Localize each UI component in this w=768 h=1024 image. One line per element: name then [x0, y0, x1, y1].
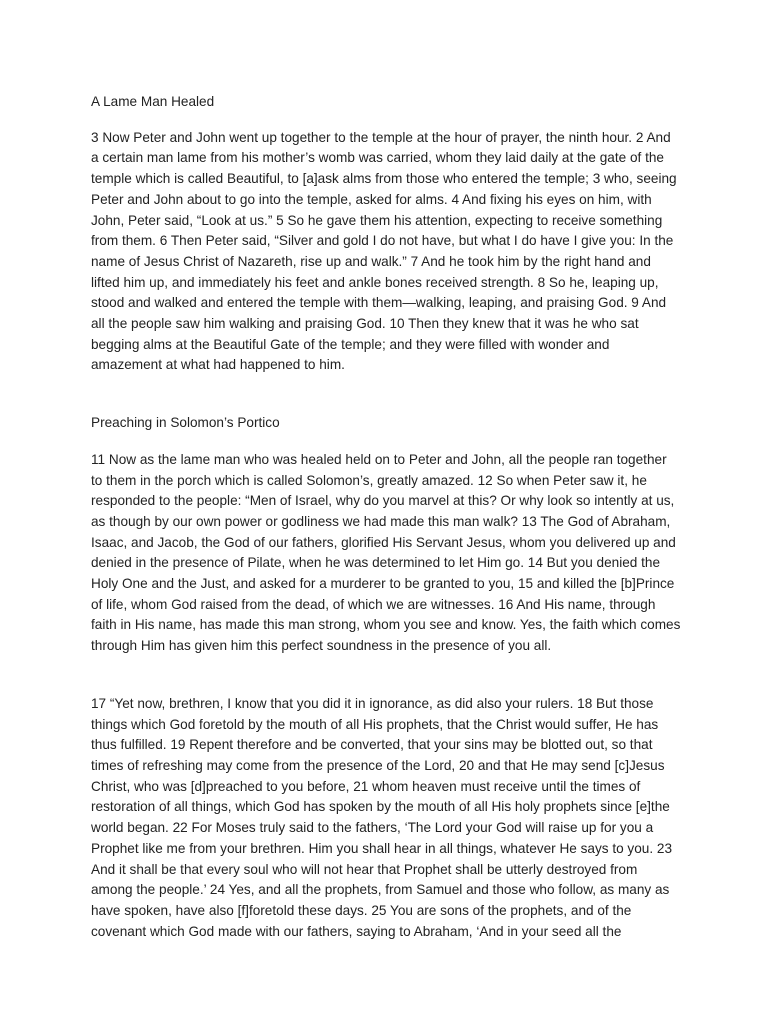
section-heading-lame-man-healed: A Lame Man Healed: [91, 94, 215, 109]
section-heading-solomons-portico: Preaching in Solomon’s Portico: [91, 415, 280, 431]
document-content: [91, 92, 681, 942]
paragraph-solomons-portico: 11 Now as the lame man who was healed held on to Peter and John, all the people ran together to them in the porch which is called Solomon’s, greatly amazed. 12 So when Peter saw it, he responded to the people: “Men of Israel, why do you marvel at this? Or why look so intently at us, as though by our own power or godliness we had made this man walk? 13 The God of Abraham, Isaac, and Jacob, the God of our fathers, glorified His Servant Jesus, whom you delivered up and denied in the presence of Pilate, when he was determined to let Him go. 14 But you denied the Holy One and the Just, and asked for a murderer to be granted to you, 15 and killed the [b]Prince of life, whom God raised from the dead, of which we are witnesses. 16 And His name, through faith in His name, has made this man strong, whom you see and know. Yes, the faith which comes through Him has given him this perfect soundness in the presence of you all.: [91, 451, 681, 654]
paragraph-repentance-call: 17 “Yet now, brethren, I know that you did it in ignorance, as did also your rulers. 18 But those things which God foretold by the mouth of all His prophets, that the Christ would suffer, He has thus fulfilled. 19 Repent therefore and be converted, that your sins may be blotted out, so that times of refreshing may come from the presence of the Lord, 20 and that He may send [c]Jesus Christ, who was [d]preached to you before, 21 whom heaven must receive until the times of restoration of all things, which God has spoken by the mouth of all His holy prophets since [e]the world began. 22 For Moses truly said to the fathers, ‘The Lord your God will raise up for you a Prophet like me from your brethren. Him you shall hear in all things, whatever He says to you. 23 And it shall be that every soul who will not hear that Prophet shall be utterly destroyed from among the people.’ 24 Yes, and all the prophets, from Samuel and those who follow, as many as have spoken, have also [f]foretold these days. 25 You are sons of the prophets, and of the covenant which God made with our fathers, saying to Abraham, ‘And in your seed all the: [91, 695, 673, 939]
paragraph-lame-man-healed: 3 Now Peter and John went up together to the temple at the hour of prayer, the ninth hour. 2 And a certain man lame from his mother’s womb was carried, whom they laid daily at the gate of the temple which is called Beautiful, to [a]ask alms from those who entered the temple; 3 who, seeing Peter and John about to go into the temple, asked for alms. 4 And fixing his eyes on him, with John, Peter said, “Look at us.” 5 So he gave them his attention, expecting to receive something from them. 6 Then Peter said, “Silver and gold I do not have, but what I do have I give you: In the name of Jesus Christ of Nazareth, rise up and walk.” 7 And he took him by the right hand and lifted him up, and immediately his feet and ankle bones received strength. 8 So he, leaping up, stood and walked and entered the temple with them—walking, leaping, and praising God. 9 And all the people saw him walking and praising God. 10 Then they knew that it was he who sat begging alms at the Beautiful Gate of the temple; and they were filled with wonder and amazement at what had happened to him.: [91, 129, 677, 373]
